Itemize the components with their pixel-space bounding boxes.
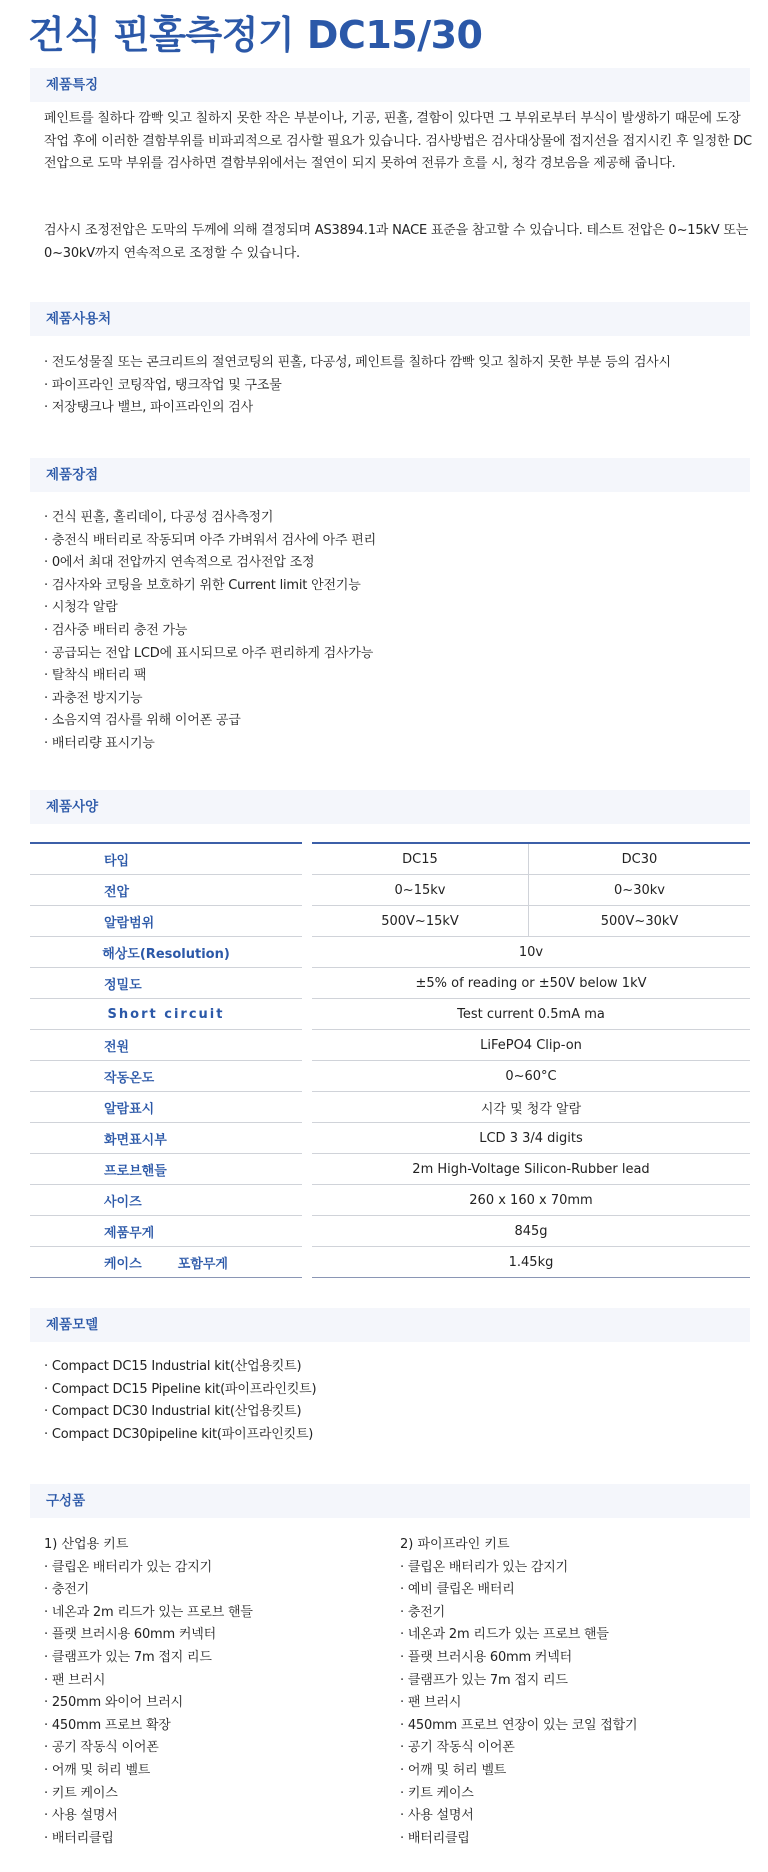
spec-label: 알람표시 xyxy=(30,1092,307,1123)
spec-value: 2m High-Voltage Silicon-Rubber lead xyxy=(307,1154,750,1185)
table-row xyxy=(30,1061,750,1092)
spec-value: 0~60°C xyxy=(307,1061,750,1092)
section-heading-advantages: 제품장점 xyxy=(30,458,750,492)
table-row xyxy=(30,1123,750,1154)
list-item: · 키트 케이스 xyxy=(400,1785,474,1801)
list-item: · 공급되는 전압 LCD에 표시되므로 아주 편리하게 검사가능 xyxy=(44,645,374,661)
table-row xyxy=(30,968,750,999)
spec-table xyxy=(30,842,750,1278)
list-item: · 클램프가 있는 7m 접지 리드 xyxy=(400,1672,568,1688)
list-item: · 450mm 프로브 연장이 있는 코일 접합기 xyxy=(400,1717,638,1733)
spec-value-dc15: 0~15kv xyxy=(307,875,529,906)
industrial-kit-column xyxy=(44,1534,253,1850)
list-item: · 팬 브러시 xyxy=(44,1672,106,1688)
spec-value-dc15: DC15 xyxy=(307,843,529,875)
section-heading-features: 제품특징 xyxy=(30,68,750,102)
spec-value: 260 x 160 x 70mm xyxy=(307,1185,750,1216)
list-item: · 시청각 알람 xyxy=(44,600,118,616)
spec-value: 10v xyxy=(307,937,750,968)
spec-label: 전원 xyxy=(30,1030,307,1061)
industrial-kit-title: 1) 산업용 키트 xyxy=(44,1537,129,1552)
table-row xyxy=(30,1154,750,1185)
list-item: · 파이프라인 코팅작업, 탱크작업 및 구조물 xyxy=(44,377,282,393)
list-item: · 0에서 최대 전압까지 연속적으로 검사전압 조정 xyxy=(44,555,315,571)
spec-value-dc15: 500V~15kV xyxy=(307,906,529,937)
table-row xyxy=(30,1030,750,1061)
section-heading-specs: 제품사양 xyxy=(30,790,750,824)
list-item: · 클램프가 있는 7m 접지 리드 xyxy=(44,1649,212,1665)
spec-value: 시각 및 청각 알람 xyxy=(307,1092,750,1123)
list-item: · 충전식 배터리로 작동되며 아주 가벼워서 검사에 아주 편리 xyxy=(44,532,376,548)
section-heading-components: 구성품 xyxy=(30,1484,750,1518)
list-item: · 사용 설명서 xyxy=(400,1808,474,1824)
pipeline-kit-title: 2) 파이프라인 키트 xyxy=(400,1537,510,1552)
spec-value: LCD 3 3/4 digits xyxy=(307,1123,750,1154)
list-item: · 검사자와 코팅을 보호하기 위한 Current limit 안전기능 xyxy=(44,577,361,593)
list-item: · 어깨 및 허리 벨트 xyxy=(400,1762,507,1778)
table-row xyxy=(30,1185,750,1216)
table-row xyxy=(30,937,750,968)
list-item: · 배터리클립 xyxy=(44,1830,114,1846)
spec-value: LiFePO4 Clip-on xyxy=(307,1030,750,1061)
list-item: · 클립온 배터리가 있는 감지기 xyxy=(400,1559,568,1575)
spec-label: 전압 xyxy=(30,875,307,906)
table-row xyxy=(30,843,750,875)
list-item: · 클립온 배터리가 있는 감지기 xyxy=(44,1559,212,1575)
spec-value: 1.45kg xyxy=(307,1247,750,1278)
list-item: · 450mm 프로브 확장 xyxy=(44,1717,171,1733)
spec-label: 사이즈 xyxy=(30,1185,307,1216)
list-item: · 검사중 배터리 충전 가능 xyxy=(44,622,188,638)
list-item: · 네온과 2m 리드가 있는 프로브 핸들 xyxy=(400,1627,609,1643)
list-item: · 250mm 와이어 브러시 xyxy=(44,1695,184,1711)
industrial-kit-list xyxy=(44,1557,253,1851)
list-item: · 건식 핀홀, 홀리데이, 다공성 검사측정기 xyxy=(44,510,274,525)
list-item: · Compact DC30pipeline kit(파이프라인킷트) xyxy=(44,1426,314,1442)
table-row xyxy=(30,1247,750,1278)
features-paragraph-1: 페인트를 칠하다 깜빡 잊고 칠하지 못한 작은 부분이나, 기공, 핀홀, 결함이 있다면 그 부위로부터 부식이 발생하기 때문에 도장 작업 후에 이러한 결함부위를 비파괴적으로 검사할 필요가 있습니다. 검사방법은 검사대상물에 접지선을 접지시킨 후 일정한 DC전압으로 도막 부위를 검사하면 결함부위에서는 절연이 되지 못하여 전류가 흐를 시, 청각 경보음을 제공해 줍니다. xyxy=(44,111,752,171)
spec-label: 해상도(Resolution) xyxy=(30,937,307,968)
list-item: · 사용 설명서 xyxy=(44,1808,118,1824)
spec-value-dc30: 0~30kv xyxy=(529,875,751,906)
list-item: · Compact DC15 Industrial kit(산업용킷트) xyxy=(44,1359,302,1374)
list-item: · 공기 작동식 이어폰 xyxy=(400,1740,515,1756)
list-item: · 네온과 2m 리드가 있는 프로브 핸들 xyxy=(44,1604,253,1620)
list-item: · 과충전 방지기능 xyxy=(44,690,143,706)
list-item: · 배터리클립 xyxy=(400,1830,470,1846)
spec-label: 정밀도 xyxy=(30,968,307,999)
list-item: · 충전기 xyxy=(44,1582,89,1598)
pipeline-kit-column xyxy=(400,1534,637,1850)
list-item: · 전도성물질 또는 콘크리트의 절연코팅의 핀홀, 다공성, 페인트를 칠하다 깜빡 잊고 칠하지 못한 부분 등의 검사시 xyxy=(44,355,671,370)
list-item: · 예비 클립온 배터리 xyxy=(400,1582,515,1598)
list-item: · 충전기 xyxy=(400,1604,445,1620)
spec-value: ±5% of reading or ±50V below 1kV xyxy=(307,968,750,999)
spec-label: 제품무게 xyxy=(30,1216,307,1247)
list-item: · 탈착식 배터리 팩 xyxy=(44,668,147,684)
table-row xyxy=(30,1216,750,1247)
features-paragraph-2: 검사시 조정전압은 도막의 두께에 의해 결정되며 AS3894.1과 NACE 표준을 참고할 수 있습니다. 테스트 전압은 0~15kV 또는 0~30kV까지 연속적으로 조정할 수 있습니다. xyxy=(44,223,749,261)
spec-value-dc30: 500V~30kV xyxy=(529,906,751,937)
list-item: · Compact DC15 Pipeline kit(파이프라인킷트) xyxy=(44,1381,317,1397)
list-item: · 플랫 브러시용 60mm 커넥터 xyxy=(44,1627,216,1643)
list-item: · Compact DC30 Industrial kit(산업용킷트) xyxy=(44,1404,302,1420)
spec-value-dc30: DC30 xyxy=(529,843,751,875)
advantages-list xyxy=(44,507,376,756)
list-item: · 팬 브러시 xyxy=(400,1695,462,1711)
spec-label: 알람범위 xyxy=(30,906,307,937)
list-item: · 플랫 브러시용 60mm 커넥터 xyxy=(400,1649,572,1665)
table-row xyxy=(30,1092,750,1123)
section-heading-uses: 제품사용처 xyxy=(30,302,750,336)
list-item: · 어깨 및 허리 벨트 xyxy=(44,1762,151,1778)
spec-label: 화면표시부 xyxy=(30,1123,307,1154)
spec-value: Test current 0.5mA ma xyxy=(307,999,750,1030)
spec-label: 프로브핸들 xyxy=(30,1154,307,1185)
list-item: · 소음지역 검사를 위해 이어폰 공급 xyxy=(44,713,241,729)
section-heading-models: 제품모델 xyxy=(30,1308,750,1342)
list-item: · 저장탱크나 밸브, 파이프라인의 검사 xyxy=(44,400,253,415)
table-row xyxy=(30,999,750,1030)
uses-list xyxy=(44,352,671,420)
models-list xyxy=(44,1356,316,1446)
spec-label: 작동온도 xyxy=(30,1061,307,1092)
list-item: · 키트 케이스 xyxy=(44,1785,118,1801)
page-title: 건식 핀홀측정기 DC15/30 xyxy=(28,13,483,57)
table-row xyxy=(30,875,750,906)
spec-label: Short circuit xyxy=(30,999,307,1030)
spec-label: 타입 xyxy=(30,843,307,875)
spec-value: 845g xyxy=(307,1216,750,1247)
list-item: · 배터리량 표시기능 xyxy=(44,735,155,751)
spec-label: 케이스 포함무게 xyxy=(30,1247,307,1278)
table-row xyxy=(30,906,750,937)
pipeline-kit-list xyxy=(400,1557,637,1851)
list-item: · 공기 작동식 이어폰 xyxy=(44,1740,159,1756)
